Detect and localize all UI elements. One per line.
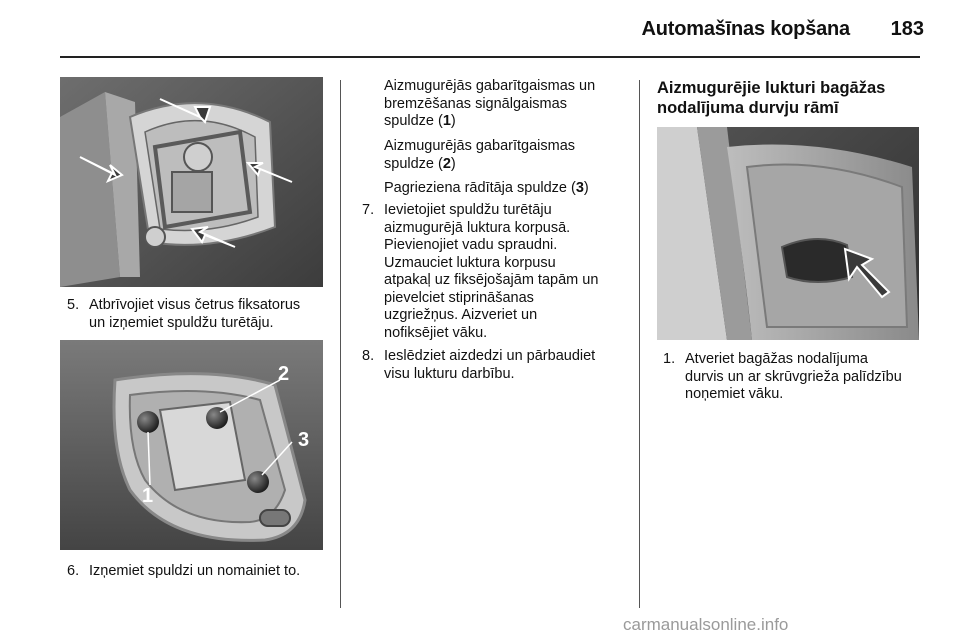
step-7-number: 7.	[362, 202, 375, 218]
bulb-ref-1: 1	[442, 113, 451, 129]
section-heading: Aizmugurējie lukturi bagāžas nodalījuma durvju rāmī	[657, 79, 886, 117]
figure-bulb-positions	[60, 340, 323, 550]
bulb-ref-2: 2	[442, 155, 451, 172]
step-8-number: 8.	[362, 348, 375, 364]
site-watermark: carmanualsonline.info	[623, 615, 789, 634]
figure-bulb-holder-clips	[60, 77, 323, 287]
bulb-3-description: Pagrieziena rādītāja spuldze (3)	[384, 180, 589, 196]
figure-label-2: 2	[278, 363, 290, 385]
figure-label-3: 3	[298, 429, 310, 451]
step-5-line-2: un izņemiet spuldžu turētāju.	[89, 314, 274, 331]
bulb-2-description: Aizmugurējās gabarītgaismas spuldze (2)	[384, 138, 576, 172]
step-6-line-1: Izņemiet spuldzi un nomainiet to.	[89, 563, 301, 579]
figure-label-1: 1	[142, 485, 154, 507]
column-divider-left	[340, 80, 341, 608]
column-divider-right	[639, 80, 640, 608]
step-5-line-1: Atbrīvojiet visus četrus fiksatorus	[89, 297, 301, 313]
right-step-1-number: 1.	[663, 351, 676, 367]
figure-tailgate-cover	[657, 127, 919, 340]
step-6-number: 6.	[67, 563, 80, 579]
header-rule	[60, 56, 920, 58]
page-header-title: Automašīnas kopšana	[641, 18, 850, 40]
step-5-number: 5.	[67, 297, 80, 313]
bulb-1-description: Aizmugurējās gabarītgaismas un bremzēšanas signālgaismas spuldze (1)	[384, 78, 596, 129]
bulb-ref-3: 3	[575, 180, 584, 196]
page-number: 183	[890, 18, 924, 40]
